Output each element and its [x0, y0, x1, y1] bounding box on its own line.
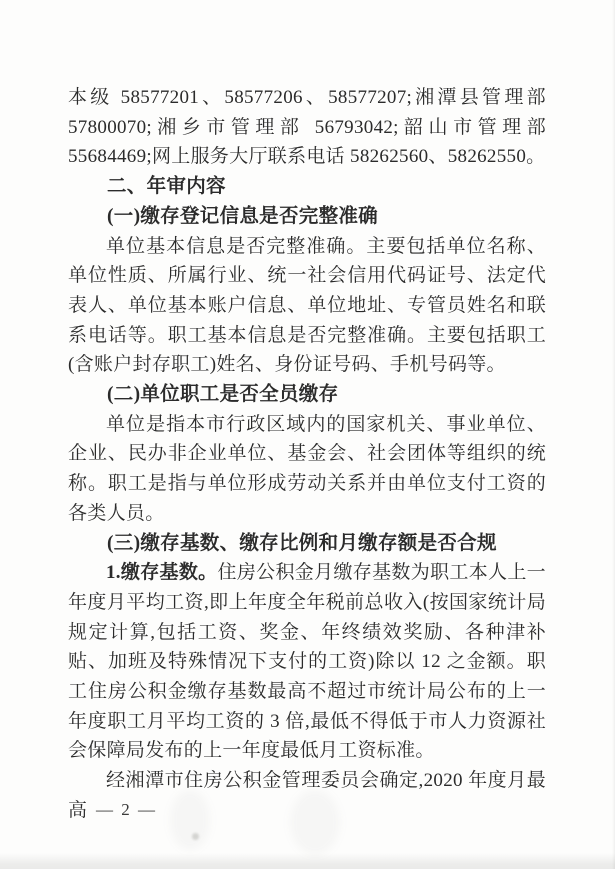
deposit-base-lead-label: 1.缴存基数。: [106, 562, 218, 584]
paragraph-registration-info: 单位基本信息是否完整准确。主要包括单位名称、单位性质、所属行业、统一社会信用代码证号、法定代表人、单位基本账户信息、单位地址、专管员姓名和联系电话等。职工基本信息是否完整准确。主要包括职工(含账户封存职工)姓名、身份证号码、手机号码等。: [68, 235, 546, 376]
paragraph-all-employees-deposit: 单位是指本市行政区域内的国家机关、事业单位、企业、民办非企业单位、基金会、社会团体等组织的统称。职工是指与单位形成劳动关系并由单位支付工资的各类人员。: [68, 413, 546, 524]
subsection-heading-deposit-base-ratio: (三)缴存基数、缴存比例和月缴存额是否合规: [107, 532, 497, 554]
section-heading-annual-review-content: 二、年审内容: [107, 176, 226, 198]
scan-bottom-shadow: [0, 853, 615, 869]
page-number: — 2 —: [96, 800, 157, 819]
deposit-base-body-text: 住房公积金月缴存基数为职工本人上一年度月平均工资,即上年度全年税前总收入(按国家统计局规定计算,包括工资、奖金、年终绩效奖励、各种津补贴、加班及特殊情况下支付的工资)除以 12 之金额。职工住房公积金缴存基数最高不超过市统计局公布的上一年度职工月平均工资的 3 倍,最低不得低于市人力资源社会保障局发布的上一年度最低月工资标准。: [68, 562, 546, 762]
subsection-heading-registration-info: (一)缴存登记信息是否完整准确: [107, 205, 378, 227]
scan-dot-artifact: [192, 833, 199, 840]
scan-ghost-artifact: [170, 790, 210, 850]
subsection-heading-all-employees-deposit: (二)单位职工是否全员缴存: [107, 384, 339, 406]
continuation-paragraph: 本级 58577201、58577206、58577207;湘潭县管理部 57800070;湘乡市管理部 56793042;韶山市管理部 55684469;网上服务大厅联系电话 58262560、58262550。: [68, 87, 546, 168]
document-body: [68, 83, 546, 826]
paragraph-committee-determination: 经湘潭市住房公积金管理委员会确定,2020 年度月最高: [68, 770, 546, 821]
scan-ghost-artifact: [290, 790, 340, 855]
paragraph-deposit-base: [68, 558, 546, 766]
